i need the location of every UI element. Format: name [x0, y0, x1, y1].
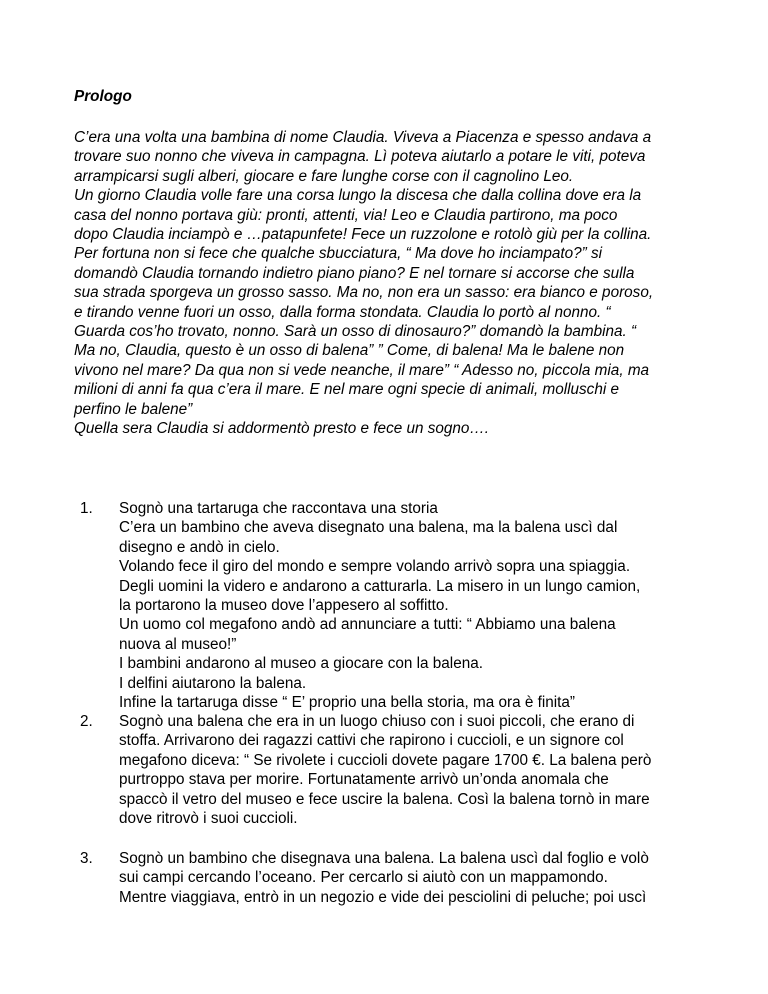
list-item-line: I delfini aiutarono la balena.: [119, 674, 307, 692]
prologue-line: Per fortuna non si fece che qualche sbucciatura, “ Ma dove ho inciampato?” si: [74, 245, 603, 263]
prologue-line: Quella sera Claudia si addormentò presto e fece un sogno….: [74, 420, 489, 438]
prologue-line: Ma no, Claudia, questo è un osso di balena” ” Come, di balena! Ma le balene non: [74, 342, 625, 360]
list-item-line: dove ritrovò i suoi cuccioli.: [119, 810, 298, 828]
list-item-line: Un uomo col megafono andò ad annunciare a tutti: “ Abbiamo una balena: [119, 616, 616, 634]
list-item-number: 3.: [80, 850, 93, 867]
list-item-line: Volando fece il giro del mondo e sempre volando arrivò sopra una spiaggia.: [119, 558, 631, 576]
list-item-number: 1.: [80, 500, 93, 517]
list-item-line: megafono diceva: “ Se rivolete i cuccioli dovete pagare 1700 €. La balena però: [119, 751, 652, 769]
prologue-line: C’era una volta una bambina di nome Claudia. Viveva a Piacenza e spesso andava a: [74, 129, 652, 146]
prologue-line: e tirando venne fuori un osso, dalla forma stondata. Claudia lo portò al nonno. “: [74, 303, 611, 321]
list-item-line: stoffa. Arrivarono dei ragazzi cattivi che rapirono i cuccioli, e un signore col: [119, 732, 624, 750]
prologue-line: vivono nel mare? Da qua non si vede neanche, il mare” “ Adesso no, piccola mia, ma: [74, 361, 650, 379]
list-item-line: I bambini andarono al museo a giocare con la balena.: [119, 655, 483, 673]
prologue-line: casa del nonno portava giù: pronti, attenti, via! Leo e Claudia partirono, ma poco: [74, 206, 618, 224]
list-item-number: 2.: [80, 713, 93, 730]
prologue-line: domandò Claudia tornando indietro piano piano? E nel tornare si accorse che sulla: [74, 264, 635, 282]
prologue-line: sua strada sporgeva un grosso sasso. Ma no, non era un sasso: era bianco e poroso,: [74, 284, 654, 302]
prologue-line: Guarda cos’ho trovato, nonno. Sarà un osso di dinosauro?” domandò la bambina. “: [74, 323, 637, 341]
prologue-paragraph: [74, 128, 724, 439]
list-item-line: Mentre viaggiava, entrò in un negozio e vide dei pesciolini di peluche; poi uscì: [119, 888, 647, 906]
list-item-line: disegno e andò in cielo.: [119, 538, 280, 556]
list-item-text: [119, 712, 739, 828]
prologue-line: arrampicarsi sugli alberi, giocare e fare lunghe corse con il cagnolino Leo.: [74, 167, 574, 185]
list-item-line: Sognò una balena che era in un luogo chiuso con i suoi piccoli, che erano di: [119, 713, 635, 730]
prologue-line: dopo Claudia inciampò e …patapunfete! Fece un ruzzolone e rotolò giù per la collina.: [74, 226, 652, 244]
list-item-line: spaccò il vetro del museo e fece uscire la balena. Così la balena tornò in mare: [119, 790, 650, 808]
section-heading: Prologo: [74, 88, 132, 105]
list-item-line: sui campi cercando l’oceano. Per cercarlo si aiutò con un mappamondo.: [119, 869, 608, 887]
list-item-line: purtroppo stava per morire. Fortunatamente arrivò un’onda anomala che: [119, 771, 609, 789]
prologue-line: trovare suo nonno che viveva in campagna. Lì poteva aiutarlo a potare le viti, poteva: [74, 148, 646, 166]
prologue-line: milioni di anni fa qua c’era il mare. E nel mare ogni specie di animali, molluschi e: [74, 381, 619, 399]
prologue-line: perfino le balene”: [74, 400, 193, 418]
list-item-line: Degli uomini la videro e andarono a catturarla. La misero in un lungo camion,: [119, 577, 641, 595]
list-item-line: nuova al museo!”: [119, 635, 237, 653]
list-item-line: Sognò un bambino che disegnava una balena. La balena uscì dal foglio e volò: [119, 850, 649, 867]
list-item-line: C’era un bambino che aveva disegnato una balena, ma la balena uscì dal: [119, 519, 618, 537]
list-item-text: [119, 499, 739, 712]
list-item-line: la portarono la museo dove l’appesero al soffitto.: [119, 597, 449, 615]
list-item-line: Sognò una tartaruga che raccontava una storia: [119, 500, 438, 517]
list-item-line: Infine la tartaruga disse “ E’ proprio una bella storia, ma ora è finita”: [119, 694, 576, 712]
list-item-text: [119, 849, 739, 907]
prologue-line: Un giorno Claudia volle fare una corsa lungo la discesa che dalla collina dove era la: [74, 187, 642, 205]
